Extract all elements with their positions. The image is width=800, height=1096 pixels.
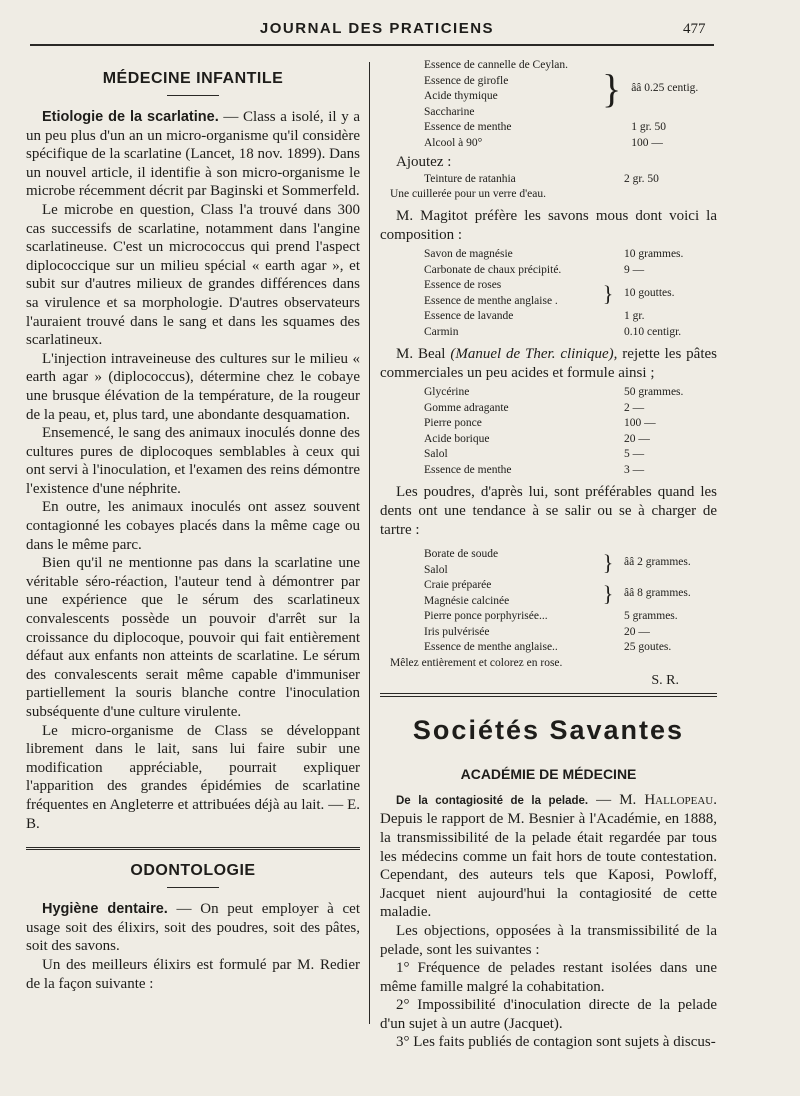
article-text: — On peut employer à cet usage soit des élixirs, soit des poudres, soit des pâtes, soit des savons.: [26, 901, 360, 955]
recipe-row: [424, 309, 683, 325]
ingredient-name: Savon de magnésie: [424, 248, 513, 261]
ajoutez-line: Ajoutez :: [396, 154, 452, 170]
societes-savantes-title: Sociétés Savantes: [412, 714, 685, 745]
ingredient-quantity: 100 —: [624, 417, 656, 430]
recipe-row: [424, 120, 698, 136]
ingredient-name: Salol: [424, 448, 448, 461]
ingredient-quantity: 0.10 centigr.: [624, 325, 682, 338]
ingredient-name: Carmin: [424, 325, 459, 338]
recipe-row: [424, 278, 683, 294]
article-run-title: Etiologie de la scarlatine.: [42, 109, 219, 125]
ingredient-name: Pierre ponce porphyrisée...: [424, 610, 548, 623]
ingredient-quantity: 20 —: [624, 625, 650, 638]
recipe-row: [424, 172, 659, 188]
article-paragraph: L'injection intraveineuse des cultures sur le milieu « earth agar » (diplococcus), détermine chez le cobaye une brusque élévation de la température, de la rougeur de la peau, et, plus tard, une abondante desquamation.: [26, 350, 360, 423]
pelade-paragraph: [380, 791, 717, 922]
article-text: — Class a isolé, il y a un peu plus d'un an un micro-organisme qu'il considère spécifique de la scarlatine (Lancet, 18 nov. 1899). Dans un nouvel article, il identifie à son micro-organisme le microbe récemment décrit par Baginski et Sommerfeld.: [26, 109, 361, 200]
article-run-title: Hygiène dentaire.: [42, 901, 168, 918]
brace-spacer: [602, 172, 614, 188]
brace-spacer: [602, 416, 614, 432]
beal-text: rejette les pâtes commerciales un peu acides et formule ainsi ;: [380, 346, 717, 381]
ingredient-name: Acide thymique: [424, 90, 498, 102]
column-divider: [369, 62, 370, 1024]
ingredient-name: Acide borique: [424, 432, 490, 445]
pate-recipe: [424, 385, 683, 478]
ingredient-name: Essence de roses: [424, 279, 502, 292]
recipe-row: [424, 640, 691, 656]
tincture-recipe: [424, 172, 659, 188]
ingredient-quantity: ââ 2 grammes.: [624, 556, 691, 568]
brace-glyph: }: [602, 281, 614, 307]
header-rule: [30, 44, 714, 46]
article-paragraph: Un des meilleurs élixirs est formulé par M. Redier de la façon suivante :: [26, 956, 360, 992]
section-heading-odontologie: ODONTOLOGIE: [130, 862, 256, 880]
article-paragraph: 1° Fréquence de pelades restant isolées dans une même famille malgré la cohabitation.: [380, 960, 717, 995]
running-title: JOURNAL DES PRATICIENS: [259, 20, 495, 37]
recipe-row: [424, 416, 683, 432]
ingredient-quantity: 1 gr.: [624, 310, 645, 323]
ingredient-name: Saccharine: [424, 105, 475, 118]
brace-spacer: [602, 136, 621, 152]
ingredient-name: Essence de lavande: [424, 310, 514, 323]
ingredient-name: Essence de cannelle de Ceylan.: [424, 59, 569, 71]
ingredient-quantity: 2 gr. 50: [624, 172, 659, 185]
brace-glyph: }: [602, 581, 614, 606]
page-number: 477: [683, 21, 706, 37]
left-column: [26, 58, 360, 993]
brace-spacer: [602, 309, 614, 325]
section-heading-medecine-infantile: MÉDECINE INFANTILE: [102, 70, 284, 87]
academie-heading: ACADÉMIE DE MÉDECINE: [460, 765, 637, 782]
ingredient-quantity: 100 —: [631, 136, 663, 149]
ingredient-name: Salol: [424, 563, 448, 576]
brace-spacer: [602, 463, 614, 479]
recipe-row: [424, 447, 683, 463]
ingredient-quantity: 5 —: [624, 448, 645, 461]
brace-spacer: [602, 401, 614, 417]
ingredient-name: Magnésie calcinée: [424, 594, 510, 607]
recipe-row: [424, 136, 698, 152]
poudres-paragraph: Les poudres, d'après lui, sont préférables quand les dents ont une tendance à se salir ou se à charger de tartre :: [380, 484, 717, 538]
section-separator: [380, 693, 717, 697]
article-scarlatine-paragraph: [26, 108, 360, 201]
article-paragraph: 3° Les faits publiés de contagion sont sujets à discus-: [396, 1034, 716, 1051]
recipe-row: [424, 463, 683, 479]
savon-recipe: [424, 247, 683, 340]
magitot-paragraph: M. Magitot préfère les savons mous dont voici la composition :: [380, 208, 717, 243]
ingredient-quantity: ââ 8 grammes.: [624, 587, 691, 599]
article-paragraph: Ensemencé, le sang des animaux inoculés donne des cultures pures de diplocoques semblables à ceux qui ont servi à l'inoculation, et l'examen des reins démontre l'existence d'une néphrite.: [26, 425, 360, 497]
ingredient-name: Pierre ponce: [424, 417, 482, 430]
article-paragraph: Les objections, opposées à la transmissibilité de la pelade, sont les suivantes :: [380, 922, 717, 958]
brace-spacer: [602, 609, 614, 625]
ingredient-quantity: 5 grammes.: [624, 610, 678, 623]
poudre-recipe: [424, 547, 691, 656]
article-paragraph: Le micro-organisme de Class se développant librement dans le lait, sans lui faire subir une modification appréciable, pourrait expliquer l'apparition des grandes épidémies de scarlatine fréquentes en Angleterre et attribuées déjà au lait. — E. B.: [26, 722, 360, 832]
poudre-instruction: Mêlez entièrement et colorez en rose.: [390, 656, 563, 669]
brace-glyph: }: [602, 66, 622, 111]
recipe-row: [424, 625, 691, 641]
ingredient-name: Essence de menthe anglaise .: [424, 294, 558, 307]
ingredient-quantity: 50 grammes.: [624, 386, 684, 399]
signature: S. R.: [651, 672, 679, 688]
recipe-row: [424, 609, 691, 625]
ingredient-quantity: 10 grammes.: [624, 248, 684, 261]
ingredient-name: Borate de soude: [424, 548, 499, 561]
article-paragraph: Le microbe en question, Class l'a trouvé dans 300 cas successifs de scarlatine, notamment dans l'angine scarlatineuse. C'est un micrococcus qui prend l'aspect diplococcique sur un milieu spécial « earth agar », et subit sur d'autres milieux de grandes différences dans sa virulence et sa morphologie. D'autres observateurs l'auraient trouvé dans le sang et dans les squames des scarlatineux.: [26, 201, 360, 349]
ingredient-quantity: 2 —: [624, 401, 645, 414]
recipe-row: [424, 247, 683, 263]
brace-spacer: [602, 625, 614, 641]
ingredient-name: Carbonate de chaux précipité.: [424, 263, 562, 276]
heading-rule: [167, 887, 219, 888]
brace-spacer: [602, 325, 614, 341]
elixir-recipe: [424, 58, 698, 151]
beal-text: M. Beal: [396, 346, 446, 363]
article-paragraph: Bien qu'il ne mentionne pas dans la scarlatine une véritable séro-réaction, l'auteur tend à démontrer par une expérience que le sérum des scarlatineux convalescents possède un pouvoir d'arrêt sur la croissance du diplocoque, pouvoir qui fait entièrement défaut aux enfants non atteints de scarlatine. Le sérum des convalescents serait même capable d'immuniser partiellement la souris blanche contre l'inoculation subséquente d'une culture virulente.: [26, 555, 360, 720]
article-text: Depuis le rapport de M. Besnier à l'Académie, en 1888, la transmissibilité de la pelade était regardée par tous les médecins comme un fait hors de toute contestation. Cependant, des auteurs tels que Kaposi, Powloff, Jacquet nient aujourd'hui la contagiosité de cette maladie.: [380, 811, 717, 921]
recipe-row: [424, 547, 691, 563]
ingredient-name: Essence de menthe: [424, 121, 512, 133]
brace-spacer: [602, 247, 614, 263]
ingredient-quantity: ââ 0.25 centig.: [631, 82, 699, 95]
ingredient-quantity: 3 —: [624, 463, 645, 476]
heading-rule: [167, 95, 219, 96]
ingredient-quantity: 10 gouttes.: [624, 287, 675, 300]
ingredient-name: Essence de girofle: [424, 74, 509, 87]
brace-glyph: }: [602, 550, 614, 575]
ingredient-name: Iris pulvérisée: [424, 625, 490, 638]
recipe-row: [424, 578, 691, 594]
article-run-title: De la contagiosité de la pelade.: [396, 794, 589, 807]
brace-spacer: [602, 447, 614, 463]
beal-citation: (Manuel de Ther. clinique),: [450, 346, 618, 363]
brace-spacer: [602, 640, 614, 656]
right-column: [380, 58, 717, 1052]
article-author: — M. Hallopeau.: [596, 791, 717, 808]
article-paragraph: En outre, les animaux inoculés ont assez souvent contagionné les cobayes placés dans la même cage ou dans le même parc.: [26, 499, 360, 553]
recipe-row: [424, 401, 683, 417]
recipe-row: [424, 385, 683, 401]
ingredient-name: Essence de menthe anglaise..: [424, 641, 558, 654]
article-hygiene-paragraph: [26, 900, 360, 956]
ingredient-name: Essence de menthe: [424, 463, 512, 476]
ingredient-quantity: 1 gr. 50: [631, 121, 667, 133]
recipe-row: [424, 263, 683, 279]
brace-spacer: [602, 263, 614, 279]
ingredient-quantity: 20 —: [624, 432, 650, 445]
recipe-row: [424, 58, 698, 74]
ingredient-name: Glycérine: [424, 386, 470, 399]
ingredient-name: Craie préparée: [424, 579, 492, 592]
ingredient-quantity: 25 goutes.: [624, 641, 672, 654]
brace-spacer: [602, 120, 621, 136]
ingredient-name: Gomme adragante: [424, 401, 509, 414]
elixir-instruction: Une cuillerée pour un verre d'eau.: [390, 188, 546, 201]
ingredient-name: Teinture de ratanhia: [424, 172, 516, 185]
recipe-row: [424, 325, 683, 341]
recipe-row: [424, 432, 683, 448]
beal-paragraph: [380, 345, 717, 382]
brace-spacer: [602, 432, 614, 448]
brace-spacer: [602, 385, 614, 401]
ingredient-quantity: 9 —: [624, 263, 645, 276]
article-paragraph: 2° Impossibilité d'inoculation directe de la pelade d'un sujet à un autre (Jacquet).: [380, 997, 717, 1032]
ingredient-name: Alcool à 90°: [424, 136, 483, 149]
